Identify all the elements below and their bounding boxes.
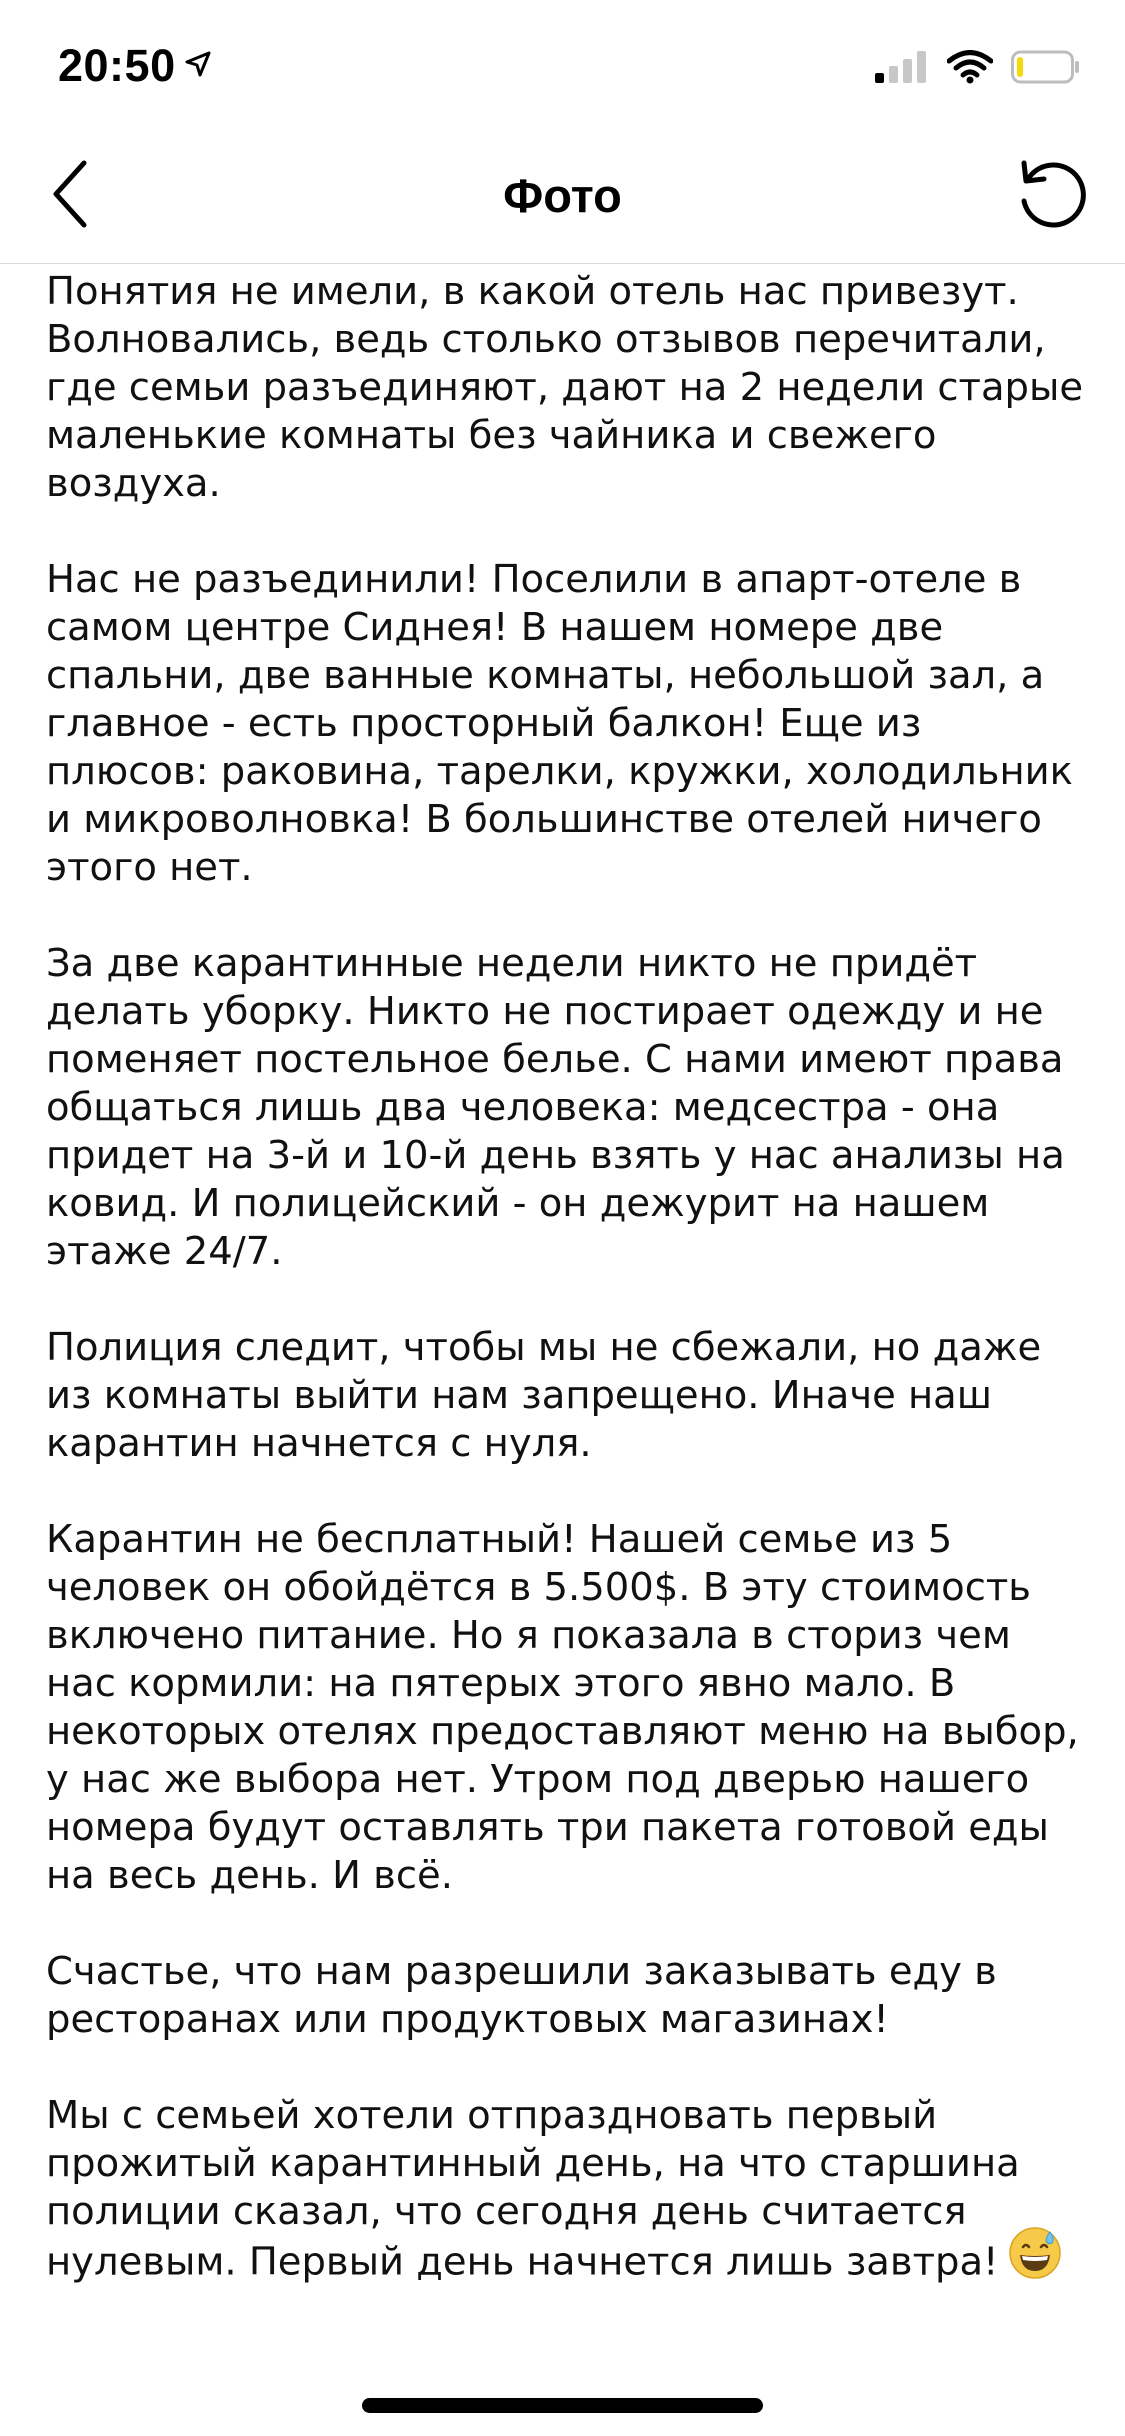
cellular-signal-icon xyxy=(875,51,929,88)
paragraph-7-text: Мы с семьей хотели отпраздновать первый прожитый карантинный день, на что старшина полиции сказал, что сегодня день считается нулевым. Первый день начнется лишь завтра! xyxy=(46,2093,1020,2285)
status-icons xyxy=(875,50,1081,89)
refresh-icon xyxy=(1014,157,1090,238)
article-body xyxy=(46,268,1086,2340)
paragraph-1: Понятия не имели, в какой отель нас привезут. Волновались, ведь столько отзывов перечитали, где семьи разъединяют, дают на 2 недели старые маленькие комнаты без чайника и свежего воздуха. xyxy=(46,269,1084,506)
refresh-button[interactable] xyxy=(1009,154,1095,240)
page-title: Фото xyxy=(503,169,622,222)
status-bar xyxy=(0,0,1125,132)
paragraph-6: Счастье, что нам разрешили заказывать еду в ресторанах или продуктовых магазинах! xyxy=(46,1949,997,2042)
grinning-sweat-emoji-icon xyxy=(1008,2226,1062,2292)
paragraph-5: Карантин не бесплатный! Нашей семье из 5 человек он обойдётся в 5.500$. В эту стоимость включено питание. Но я показала в сториз чем нас кормили: на пятерых этого явно мало. В некоторых отелях предоставляют меню на выбор, у нас же выбора нет. Утром под дверью нашего номера будут оставлять три пакета готовой еды на весь день. И всё. xyxy=(46,1517,1079,1898)
status-time-group xyxy=(58,40,212,92)
status-time: 20:50 xyxy=(58,40,176,91)
paragraph-2: Нас не разъединили! Поселили в апарт-отеле в самом центре Сиднея! В нашем номере две спальни, две ванные комнаты, небольшой зал, а главное - есть просторный балкон! Еще из плюсов: раковина, тарелки, кружки, холодильник и микроволновка! В большинстве отелей ничего этого нет. xyxy=(46,557,1073,890)
paragraph-4: Полиция следит, чтобы мы не сбежали, но даже из комнаты выйти нам запрещено. Иначе наш карантин начнется с нуля. xyxy=(46,1325,1042,1466)
battery-icon xyxy=(1011,50,1081,89)
home-indicator[interactable] xyxy=(362,2398,763,2413)
navigation-bar xyxy=(0,132,1125,264)
paragraph-7 xyxy=(46,2092,1086,2292)
paragraph-3: За две карантинные недели никто не придёт делать уборку. Никто не постирает одежду и не поменяет постельное белье. С нами имеют права общаться лишь два человека: медсестра - она придет на 3-й и 10-й день взять у нас анализы на ковид. И полицейский - он дежурит на нашем этаже 24/7. xyxy=(46,941,1065,1274)
wifi-icon xyxy=(947,50,993,89)
location-arrow-icon xyxy=(184,50,212,83)
